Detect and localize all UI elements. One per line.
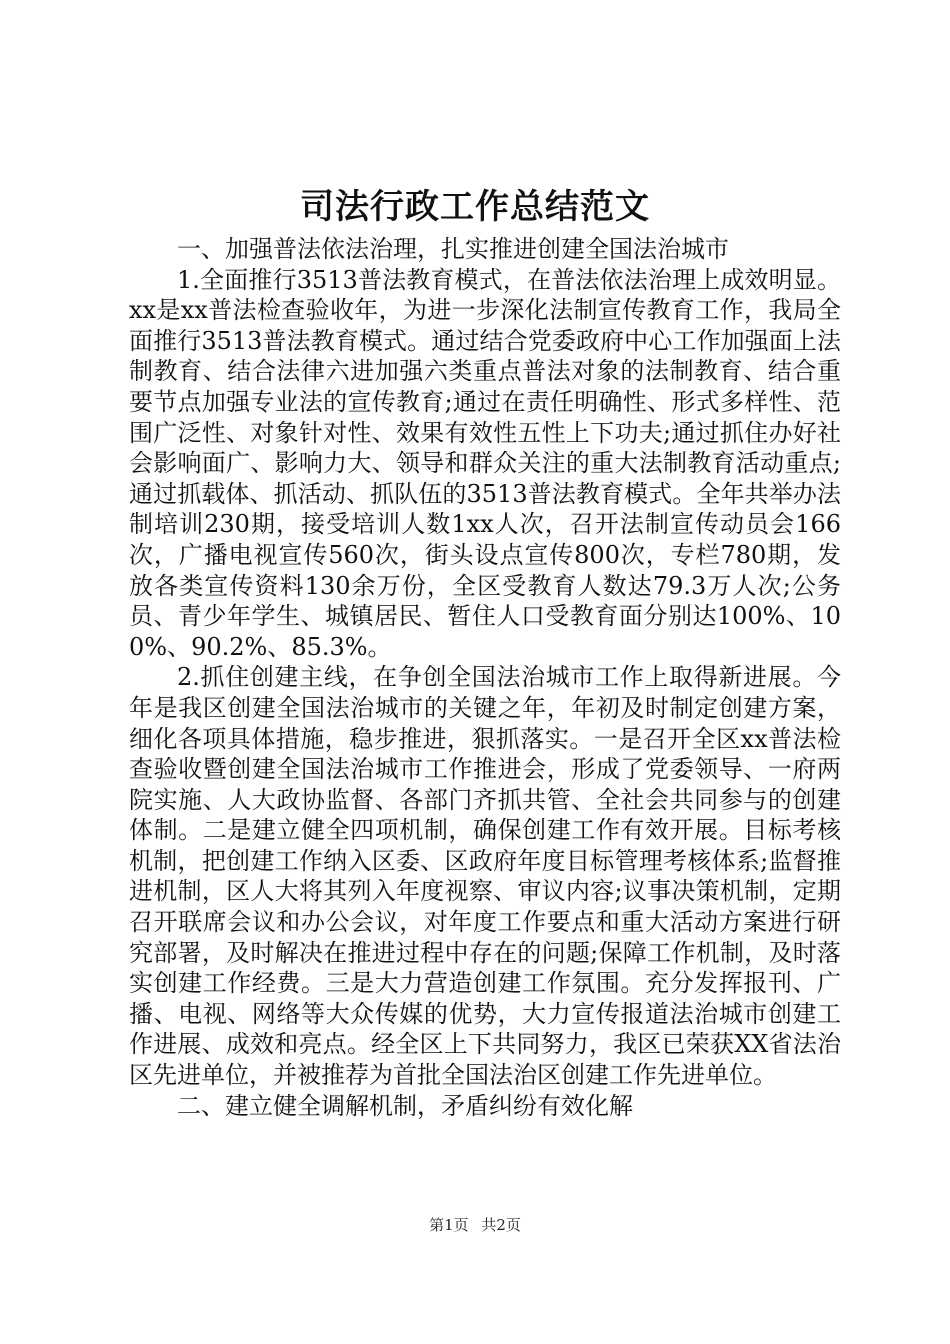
paragraph-1: 1.全面推行3513普法教育模式，在普法依法治理上成效明显。xx是xx普法检查验收年，为进一步深化法制宣传教育工作，我局全面推行3513普法教育模式。通过结合党委政府中心工作加强面上法制教育、结合法律六进加强六类重点普法对象的法制教育、结合重要节点加强专业法的宣传教育;通过在责任明确性、形式多样性、范围广泛性、对象针对性、效果有效性五性上下功夫;通过抓住办好社会影响面广、影响力大、领导和群众关注的重大法制教育活动重点;通过抓载体、抓活动、抓队伍的3513普法教育模式。全年共举办法制培训230期，接受培训人数1xx人次，召开法制宣传动员会166次，广播电视宣传560次，街头设点宣传800次，专栏780期，发放各类宣传资料130余万份，全区受教育人数达79.3万人次;公务员、青少年学生、城镇居民、暂住人口受教育面分别达100%、100%、90.2%、85.3%。: [129, 265, 841, 661]
section-heading-1: 一、加强普法依法治理，扎实推进创建全国法治城市: [177, 235, 729, 263]
page-total: 共2页: [481, 1216, 521, 1234]
page-footer: [0, 1215, 950, 1235]
paragraph-2: 2.抓住创建主线，在争创全国法治城市工作上取得新进展。今年是我区创建全国法治城市的关键之年，年初及时制定创建方案，细化各项具体措施，稳步推进，狠抓落实。一是召开全区xx普法检查验收暨创建全国法治城市工作推进会，形成了党委领导、一府两院实施、人大政协监督、各部门齐抓共管、全社会共同参与的创建体制。二是建立健全四项机制，确保创建工作有效开展。目标考核机制，把创建工作纳入区委、区政府年度目标管理考核体系;监督推进机制，区人大将其列入年度视察、审议内容;议事决策机制，定期召开联席会议和办公会议，对年度工作要点和重大活动方案进行研究部署，及时解决在推进过程中存在的问题;保障工作机制，及时落实创建工作经费。三是大力营造创建工作氛围。充分发挥报刊、广播、电视、网络等大众传媒的优势，大力宣传报道法治城市创建工作进展、成效和亮点。经全区上下共同努力，我区已荣获XX省法治区先进单位，并被推荐为首批全国法治区创建工作先进单位。: [129, 663, 841, 1090]
document-body: [129, 234, 841, 1121]
section-heading-2: 二、建立健全调解机制，矛盾纠纷有效化解: [177, 1091, 633, 1120]
document-title: 司法行政工作总结范文: [300, 187, 650, 227]
page-number: 第1页: [429, 1216, 469, 1234]
